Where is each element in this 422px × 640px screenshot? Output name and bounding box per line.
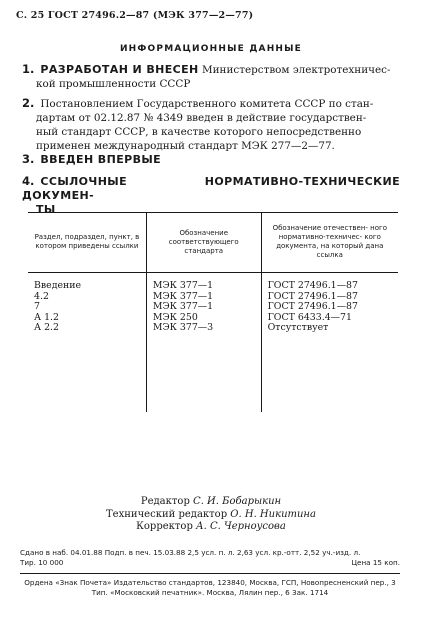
table-header-row bbox=[28, 213, 398, 273]
table-row bbox=[28, 273, 398, 292]
cell-standard: МЭК 250 bbox=[146, 313, 261, 324]
cell-national-doc: ГОСТ 27496.1—87 bbox=[261, 273, 398, 292]
table-row bbox=[28, 313, 398, 324]
running-head: С. 25 ГОСТ 27496.2—87 (МЭК 377—2—77) bbox=[16, 10, 254, 21]
tech-editor-line bbox=[0, 509, 422, 522]
cell-standard: МЭК 377—1 bbox=[146, 273, 261, 292]
cell-section: Введение bbox=[34, 280, 82, 291]
column-header-national-doc: Обозначение отечествен- ного нормативно-техничес- кого документа, на который дана ссылка bbox=[261, 213, 398, 273]
info-item-4 bbox=[22, 174, 400, 217]
table-row bbox=[28, 302, 398, 313]
item-number: 1. bbox=[22, 62, 35, 76]
imprint-divider bbox=[20, 573, 400, 574]
references-table bbox=[28, 212, 398, 412]
table-row bbox=[28, 323, 398, 412]
printer-line: Тип. «Московский печатник». Москва, Лялин пер., 6 Зак. 1714 bbox=[91, 587, 329, 597]
editor-name: С. И. Бобарыкин bbox=[193, 496, 282, 507]
print-run-row bbox=[20, 558, 400, 568]
corrector-label: Корректор bbox=[136, 521, 193, 532]
item-heading: ССЫЛОЧНЫЕ НОРМАТИВНО-ТЕХНИЧЕСКИЕ ДОКУМЕН- bbox=[22, 175, 400, 202]
column-header-standard: Обозначение соответствующего стандарта bbox=[146, 213, 261, 273]
tech-editor-label: Технический редактор bbox=[106, 508, 228, 520]
section-title: ИНФОРМАЦИОННЫЕ ДАННЫЕ bbox=[119, 44, 303, 54]
cell-national-doc: Отсутствует bbox=[261, 323, 398, 412]
column-header-section: Раздел, подраздел, пункт, в котором приведены ссылки bbox=[28, 213, 146, 273]
tech-editor-name: О. Н. Никитина bbox=[230, 508, 316, 520]
corrector-line bbox=[0, 521, 422, 534]
publisher-line: Ордена «Знак Почета» Издательство стандартов, 123840, Москва, ГСП, Новопресненский пер., 3 bbox=[24, 578, 396, 587]
print-run: Тир. 10 000 bbox=[20, 557, 64, 567]
info-item-3 bbox=[22, 152, 400, 167]
cell-national-doc: ГОСТ 27496.1—87 bbox=[261, 292, 398, 303]
cell-standard: МЭК 377—3 bbox=[146, 323, 261, 412]
item-heading: РАЗРАБОТАН И ВНЕСЕН bbox=[40, 63, 199, 76]
imprint-block bbox=[20, 548, 400, 597]
cell-standard: МЭК 377—1 bbox=[146, 302, 261, 313]
item-heading-continued: ТЫ bbox=[36, 203, 56, 216]
cell-section: А 1.2 bbox=[34, 311, 59, 323]
cell-section: А 2.2 bbox=[34, 322, 59, 333]
item-heading: ВВЕДЕН ВПЕРВЫЕ bbox=[40, 153, 162, 166]
item-number: 3. bbox=[22, 152, 35, 166]
cell-standard: МЭК 377—1 bbox=[146, 292, 261, 303]
info-item-2 bbox=[22, 96, 400, 153]
item-number: 4. bbox=[22, 174, 35, 188]
credits-block bbox=[0, 496, 422, 534]
cell-national-doc: ГОСТ 6433.4—71 bbox=[261, 313, 398, 324]
info-item-1 bbox=[22, 62, 400, 91]
item-text: Министерством электротехничес- bbox=[198, 64, 391, 76]
item-text: Постановлением Государственного комитета СССР по стан- bbox=[40, 98, 374, 110]
cell-national-doc: ГОСТ 27496.1—87 bbox=[261, 302, 398, 313]
print-details: Сдано в наб. 04.01.88 Подп. в печ. 15.03.88 2,5 усл. п. л. 2,63 усл. кр.-отт. 2,52 уч.-изд. л. bbox=[20, 548, 361, 557]
cell-section: 7 bbox=[34, 301, 40, 312]
item-text-continued: кой промышленности СССР bbox=[36, 78, 191, 90]
item-text-continued: дартам от 02.12.87 № 4349 введен в действие государствен- bbox=[36, 112, 367, 124]
corrector-name: А. С. Черноусова bbox=[196, 521, 286, 532]
item-number: 2. bbox=[22, 96, 35, 110]
item-text-continued: ный стандарт СССР, в качестве которого непосредственно bbox=[36, 126, 362, 138]
cell-section: 4.2 bbox=[34, 290, 49, 302]
price: Цена 15 коп. bbox=[351, 557, 400, 567]
editor-label: Редактор bbox=[140, 496, 190, 507]
item-text-continued: применен международный стандарт МЭК 277—2—77. bbox=[36, 140, 335, 152]
editor-line bbox=[0, 496, 422, 509]
